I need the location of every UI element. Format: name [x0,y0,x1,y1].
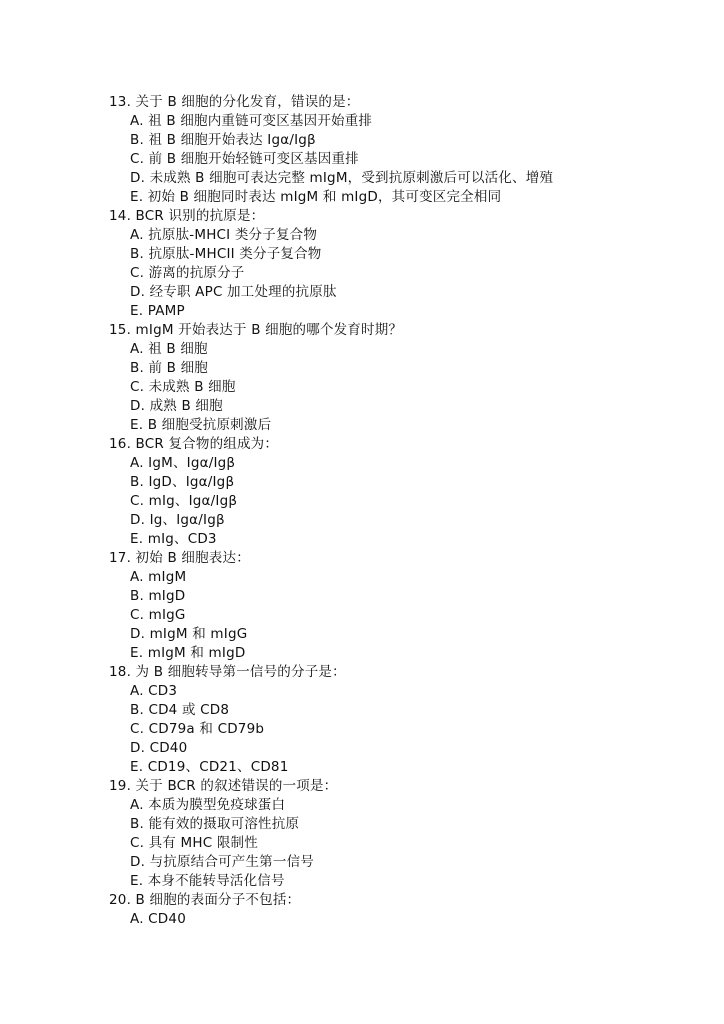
option-a: A. mIgM [130,569,187,585]
option-a: A. IgM、Igα/Igβ [130,455,236,471]
question-16 [109,435,669,549]
question-stem: 15. mIgM 开始表达于 B 细胞的哪个发育时期？ [109,322,403,338]
option-d: D. CD40 [130,740,188,756]
option-d: D. Ig、Igα/Igβ [130,512,225,528]
option-b: B. IgD、Igα/Igβ [130,474,235,490]
question-stem: 17. 初始 B 细胞表达： [109,550,250,566]
question-stem: 13. 关于 B 细胞的分化发育，错误的是： [109,94,360,110]
option-b: B. 能有效的摄取可溶性抗原 [130,816,300,832]
option-d: D. 经专职 APC 加工处理的抗原肽 [130,284,337,300]
option-c: C. mIgG [130,607,186,623]
option-a: A. 抗原肽-MHCI 类分子复合物 [130,227,318,243]
option-e: E. mIgM 和 mIgD [130,645,246,661]
option-a: A. 祖 B 细胞 [130,341,208,357]
question-stem: 14. BCR 识别的抗原是： [109,208,265,224]
question-14 [109,207,669,321]
option-b: B. 前 B 细胞 [130,360,208,376]
question-17 [109,549,669,663]
question-13 [109,93,669,207]
option-d: D. 成熟 B 细胞 [130,398,223,414]
option-c: C. 前 B 细胞开始轻链可变区基因重排 [130,151,359,167]
question-stem: 19. 关于 BCR 的叙述错误的一项是： [109,778,338,794]
option-c: C. 未成熟 B 细胞 [130,379,236,395]
option-b: B. 祖 B 细胞开始表达 Igα/Igβ [130,132,316,148]
option-e: E. PAMP [130,303,185,319]
option-e: E. mIg、CD3 [130,531,217,547]
option-e: E. 本身不能转导活化信号 [130,873,285,889]
question-stem: 20. B 细胞的表面分子不包括： [109,892,301,908]
option-b: B. mIgD [130,588,186,604]
option-e: E. CD19、CD21、CD81 [130,759,289,775]
question-19 [109,777,669,891]
option-b: B. CD4 或 CD8 [130,702,230,718]
option-d: D. 与抗原结合可产生第一信号 [130,854,314,870]
option-e: E. 初始 B 细胞同时表达 mIgM 和 mIgD，其可变区完全相同 [130,189,502,205]
question-18 [109,663,669,777]
option-d: D. mIgM 和 mIgG [130,626,248,642]
option-c: C. 具有 MHC 限制性 [130,835,258,851]
question-20 [109,891,669,929]
option-a: A. 祖 B 细胞内重链可变区基因开始重排 [130,113,373,129]
question-stem: 16. BCR 复合物的组成为： [109,436,279,452]
question-stem: 18. 为 B 细胞转导第一信号的分子是： [109,664,346,680]
option-e: E. B 细胞受抗原刺激后 [130,417,272,433]
option-a: A. CD40 [130,911,186,927]
option-c: C. mIg、Igα/Igβ [130,493,238,509]
option-d: D. 未成熟 B 细胞可表达完整 mIgM，受到抗原刺激后可以活化、增殖 [130,170,554,186]
option-b: B. 抗原肽-MHCII 类分子复合物 [130,246,322,262]
option-a: A. CD3 [130,683,178,699]
question-15 [109,321,669,435]
option-c: C. 游离的抗原分子 [130,265,245,281]
question-list [109,93,669,929]
option-a: A. 本质为膜型免疫球蛋白 [130,797,286,813]
option-c: C. CD79a 和 CD79b [130,721,265,737]
